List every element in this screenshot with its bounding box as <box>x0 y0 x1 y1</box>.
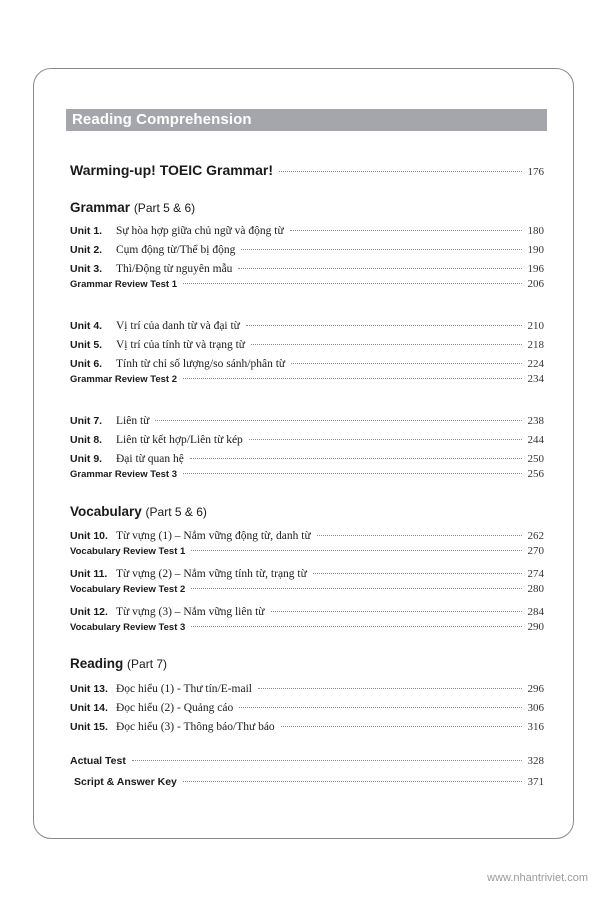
unit-title: Thì/Động từ nguyên mẫu <box>116 263 233 275</box>
dot-leader <box>238 268 521 269</box>
toc-page-number: 210 <box>527 320 544 332</box>
unit-number: Unit 8. <box>70 434 103 446</box>
toc-entry-unit-10[interactable] <box>70 526 544 542</box>
unit-title: Đại từ quan hệ <box>116 453 184 465</box>
unit-title: Sự hòa hợp giữa chủ ngữ và động từ <box>116 225 284 237</box>
toc-entry-unit-11[interactable] <box>70 564 544 580</box>
toc-page-number: 180 <box>527 225 544 237</box>
dot-leader <box>281 726 522 727</box>
unit-number: Unit 15. <box>70 721 108 733</box>
toc-entry-unit-13[interactable] <box>70 679 544 695</box>
reading-heading <box>70 656 167 671</box>
toc-page-number: 206 <box>527 278 544 290</box>
toc-entry-vocabulary-review-1[interactable] <box>70 545 544 561</box>
unit-number: Unit 14. <box>70 702 108 714</box>
dot-leader <box>241 249 521 250</box>
unit-title: Vị trí của tính từ và trạng từ <box>116 339 246 351</box>
section-parts: (Part 7) <box>127 657 168 671</box>
toc-entry-unit-8[interactable] <box>70 430 544 446</box>
dot-leader <box>183 473 521 474</box>
toc-entry-unit-7[interactable] <box>70 411 544 427</box>
unit-number: Unit 9. <box>70 453 103 465</box>
toc-entry-unit-9[interactable] <box>70 449 544 465</box>
dot-leader <box>183 378 521 379</box>
toc-entry-vocabulary-review-2[interactable] <box>70 583 544 599</box>
toc-page-number: 316 <box>527 721 544 733</box>
unit-number: Unit 4. <box>70 320 103 332</box>
dot-leader <box>313 573 522 574</box>
vocabulary-heading <box>70 504 207 519</box>
unit-number: Unit 13. <box>70 683 108 695</box>
unit-title: Đọc hiểu (3) - Thông báo/Thư báo <box>116 721 275 733</box>
section-title: Grammar <box>70 200 131 215</box>
section-title: Vocabulary <box>70 504 142 519</box>
unit-title: Từ vựng (3) – Nắm vững liên từ <box>116 606 265 618</box>
toc-page-number: 224 <box>527 358 544 370</box>
toc-page-number: 328 <box>527 755 544 767</box>
review-label: Grammar Review Test 2 <box>70 374 178 385</box>
unit-title: Từ vựng (2) – Nắm vững tính từ, trạng từ <box>116 568 307 580</box>
dot-leader <box>279 171 521 172</box>
toc-entry-grammar-review-1[interactable] <box>70 278 544 294</box>
publisher-website: www.nhantriviet.com <box>487 872 588 884</box>
review-label: Vocabulary Review Test 2 <box>70 584 186 595</box>
toc-page-number: 238 <box>527 415 544 427</box>
dot-leader <box>183 781 522 782</box>
toc-entry-script-answer-key[interactable] <box>74 776 544 792</box>
dot-leader <box>258 688 521 689</box>
unit-title: Vị trí của danh từ và đại từ <box>116 320 240 332</box>
toc-page-number: 274 <box>527 568 544 580</box>
dot-leader <box>249 439 522 440</box>
toc-page-number: 296 <box>527 683 544 695</box>
dot-leader <box>155 420 521 421</box>
unit-title: Tính từ chỉ số lượng/so sánh/phân từ <box>116 358 286 370</box>
unit-title: Liên từ <box>116 415 150 427</box>
unit-title: Cụm động từ/Thể bị động <box>116 244 236 256</box>
toc-entry-unit-4[interactable] <box>70 316 544 332</box>
dot-leader <box>291 363 521 364</box>
unit-number: Unit 5. <box>70 339 103 351</box>
toc-page-number: 234 <box>527 373 544 385</box>
banner-title: Reading Comprehension <box>72 111 252 128</box>
toc-page-number: 256 <box>527 468 544 480</box>
toc-page-number: 270 <box>527 545 544 557</box>
toc-entry-unit-12[interactable] <box>70 602 544 618</box>
toc-entry-unit-6[interactable] <box>70 354 544 370</box>
toc-page-number: 371 <box>527 776 544 788</box>
toc-entry-grammar-review-3[interactable] <box>70 468 544 484</box>
toc-entry-unit-15[interactable] <box>70 717 544 733</box>
toc-page-number: 280 <box>527 583 544 595</box>
unit-title: Đọc hiểu (1) - Thư tín/E-mail <box>116 683 253 695</box>
dot-leader <box>191 550 521 551</box>
review-label: Vocabulary Review Test 1 <box>70 546 186 557</box>
dot-leader <box>191 588 521 589</box>
toc-entry-warmup[interactable] <box>70 162 544 178</box>
dot-leader <box>132 760 522 761</box>
toc-entry-label: Warming-up! TOEIC Grammar! <box>70 162 274 178</box>
section-banner <box>66 109 547 131</box>
unit-number: Unit 11. <box>70 568 108 580</box>
toc-page-number: 196 <box>527 263 544 275</box>
dot-leader <box>239 707 521 708</box>
unit-title: Từ vựng (1) – Nắm vững động từ, danh từ <box>116 530 311 542</box>
toc-entry-grammar-review-2[interactable] <box>70 373 544 389</box>
toc-entry-unit-1[interactable] <box>70 221 544 237</box>
toc-entry-unit-3[interactable] <box>70 259 544 275</box>
section-parts: (Part 5 & 6) <box>145 505 207 519</box>
toc-page-number: 176 <box>527 166 544 178</box>
dot-leader <box>246 325 522 326</box>
dot-leader <box>290 230 522 231</box>
unit-number: Unit 10. <box>70 530 108 542</box>
unit-number: Unit 6. <box>70 358 103 370</box>
toc-page-number: 290 <box>527 621 544 633</box>
unit-title: Đọc hiểu (2) - Quảng cáo <box>116 702 234 714</box>
toc-entry-label: Script & Answer Key <box>74 776 177 788</box>
unit-title: Liên từ kết hợp/Liên từ kép <box>116 434 243 446</box>
dot-leader <box>190 458 522 459</box>
toc-page-number: 218 <box>527 339 544 351</box>
unit-number: Unit 2. <box>70 244 103 256</box>
review-label: Grammar Review Test 3 <box>70 469 178 480</box>
dot-leader <box>271 611 522 612</box>
section-parts: (Part 5 & 6) <box>133 201 196 215</box>
unit-number: Unit 12. <box>70 606 108 618</box>
toc-page-number: 262 <box>527 530 544 542</box>
toc-page-number: 306 <box>527 702 544 714</box>
toc-page-number: 244 <box>527 434 544 446</box>
toc-entry-actual-test[interactable] <box>70 755 544 771</box>
unit-number: Unit 1. <box>70 225 103 237</box>
toc-page-number: 190 <box>527 244 544 256</box>
dot-leader <box>183 283 521 284</box>
review-label: Grammar Review Test 1 <box>70 279 178 290</box>
toc-entry-unit-14[interactable] <box>70 698 544 714</box>
toc-entry-unit-5[interactable] <box>70 335 544 351</box>
section-title: Reading <box>70 656 124 671</box>
toc-entry-unit-2[interactable] <box>70 240 544 256</box>
toc-page-number: 284 <box>527 606 544 618</box>
dot-leader <box>317 535 522 536</box>
toc-page-number: 250 <box>527 453 544 465</box>
unit-number: Unit 7. <box>70 415 103 427</box>
unit-number: Unit 3. <box>70 263 103 275</box>
dot-leader <box>191 626 521 627</box>
toc-entry-vocabulary-review-3[interactable] <box>70 621 544 637</box>
grammar-heading <box>70 200 195 215</box>
review-label: Vocabulary Review Test 3 <box>70 622 186 633</box>
dot-leader <box>251 344 521 345</box>
toc-entry-label: Actual Test <box>70 755 126 767</box>
